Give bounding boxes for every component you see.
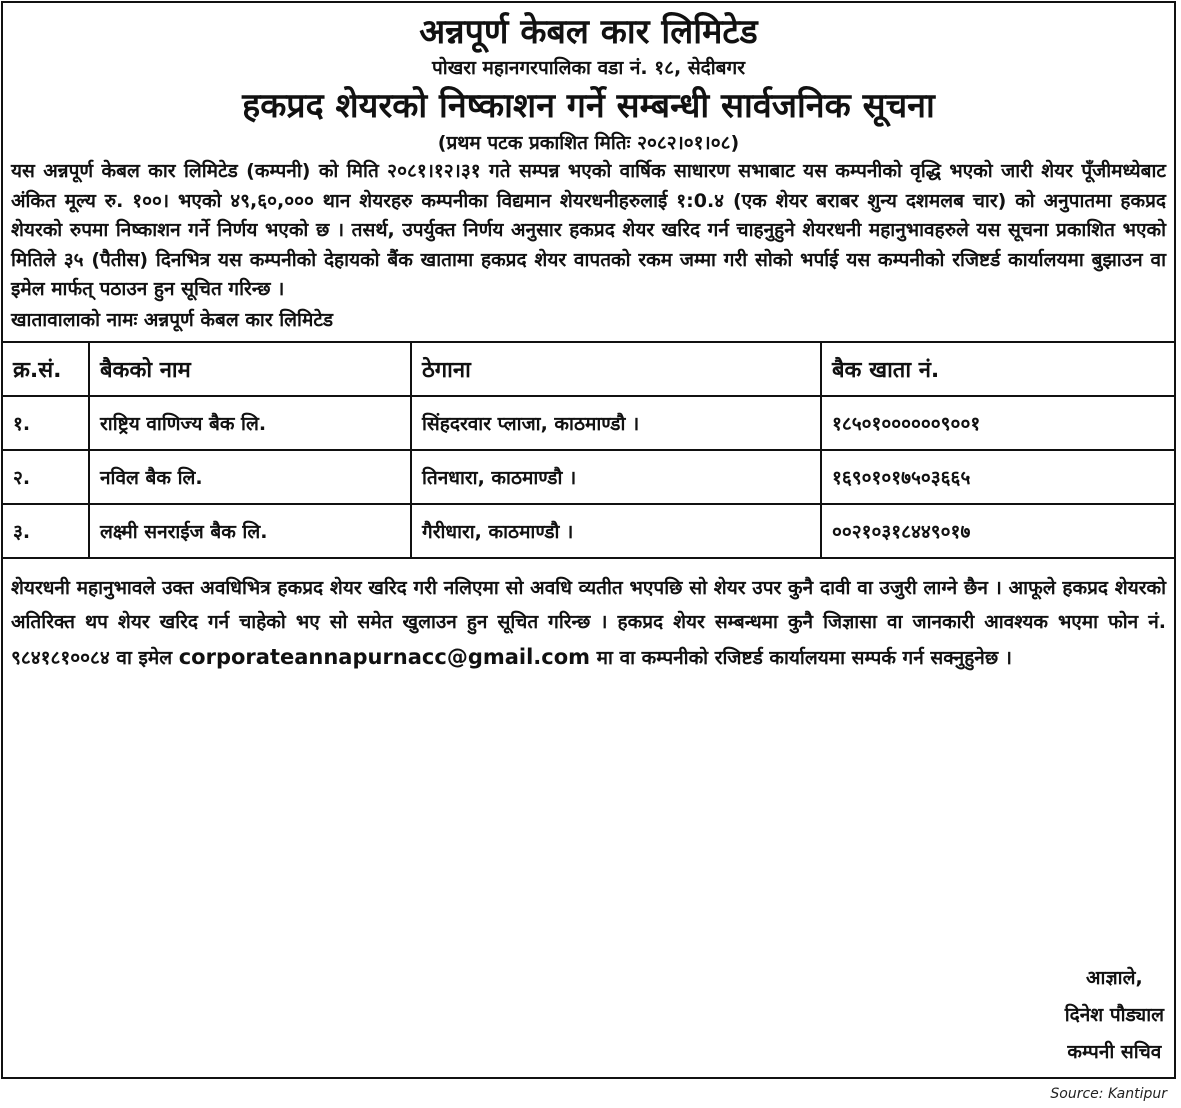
contact-email: corporateannapurnacc@gmail.com (178, 644, 591, 669)
source-credit: Source: Kantipur (1050, 1086, 1167, 1102)
table-row (3, 396, 1174, 450)
notice-header (3, 9, 1174, 157)
public-notice (1, 1, 1176, 1079)
signatory-designation: कम्पनी सचिव (1067, 1041, 1162, 1063)
signature-by-order: आज्ञाले, (1086, 967, 1143, 989)
row-bank-name: लक्ष्मी सनराईज बैक लि. (89, 504, 411, 558)
header-bank-name: बैकको नाम (89, 342, 411, 396)
row-address: सिंहदरवार प्लाजा, काठमाण्डौ । (411, 396, 821, 450)
header-serial: क्र.सं. (3, 342, 89, 396)
notice-title: हकप्रद शेयरको निष्काशन गर्ने सम्बन्धी सार्वजनिक सूचना (242, 86, 935, 126)
notice-footer (3, 559, 1174, 676)
company-address: पोखरा महानगरपालिका वडा नं. १८, सेदीबगर (432, 57, 745, 79)
row-account-number: १८५०१००००००९००१ (821, 396, 1174, 450)
table-row (3, 450, 1174, 504)
row-bank-name: राष्ट्रिय वाणिज्य बैक लि. (89, 396, 411, 450)
footer-text-after-email: मा वा कम्पनीको रजिष्टर्ड कार्यालयमा सम्पर्क गर्न सक्नुहुनेछ । (596, 646, 1012, 669)
header-address: ठेगाना (411, 342, 821, 396)
bank-accounts-table (3, 341, 1174, 559)
account-holder: खातावालाको नामः अन्नपूर्ण केबल कार लिमिटेड (11, 308, 334, 331)
row-serial: १. (3, 396, 89, 450)
publish-date: (प्रथम पटक प्रकाशित मितिः २०८२।०१।०८) (437, 132, 740, 154)
row-bank-name: नविल बैक लि. (89, 450, 411, 504)
table-row (3, 504, 1174, 558)
row-account-number: १६९०१०१७५०३६६५ (821, 450, 1174, 504)
notice-body: यस अन्नपूर्ण केबल कार लिमिटेड (कम्पनी) को मिति २०८१।१२।३१ गते सम्पन्न भएको वार्षिक साधारण सभाबाट यस कम्पनीको वृद्धि भएको जारी शेयर पूँजीमध्येबाट अंकित मूल्य रु. १००। भएको ४९,६०,००० थान शेयरहरु कम्पनीका विद्यमान शेयरधनीहरुलाई १:0.४ (एक शेयर बराबर शुन्य दशमलब चार) को अनुपातमा हकप्रद शेयरको रुपमा निष्काशन गर्ने निर्णय भएको छ । तसर्थ, उपर्युक्त निर्णय अनुसार हकप्रद शेयर खरिद गर्न चाहनुहुने शेयरधनी महानुभावहरुले यस सूचना प्रकाशित भएको मितिले ३५ (पैतीस) दिनभित्र यस कम्पनीको देहायको बैंक खातामा हकप्रद शेयर वापतको रकम जम्मा गरी सोको भर्पाई यस कम्पनीको रजिष्टर्ड कार्यालयमा बुझाउन वा इमेल मार्फत् पठाउन हुन सूचित गरिन्छ । (11, 160, 1166, 300)
company-name: अन्नपूर्ण केबल कार लिमिटेड (419, 12, 758, 52)
row-serial: २. (3, 450, 89, 504)
header-account-number: बैक खाता नं. (821, 342, 1174, 396)
signatory-name: दिनेश पौड्याल (1064, 1004, 1164, 1026)
footer-text-before-email: शेयरधनी महानुभावले उक्त अवधिभित्र हकप्रद शेयर खरिद गरी नलिएमा सो अवधि व्यतीत भएपछि सो शेयर उपर कुनै दावी वा उजुरी लाग्ने छैन । आफूले हकप्रद शेयरको अतिरिक्त थप शेयर खरिद गर्न चाहेको भए सो समेत खुलाउन हुन सूचित गरिन्छ । हकप्रद शेयर सम्बन्धमा कुनै जिज्ञासा वा जानकारी आवश्यक भएमा फोन नं. ९८४१८१००८४ वा इमेल (11, 576, 1166, 669)
row-serial: ३. (3, 504, 89, 558)
row-address: तिनधारा, काठमाण्डौ । (411, 450, 821, 504)
row-address: गैरीधारा, काठमाण्डौ । (411, 504, 821, 558)
row-account-number: ००२१०३१८४४९०१७ (821, 504, 1174, 558)
table-header-row (3, 342, 1174, 396)
signature-block (1065, 960, 1164, 1071)
